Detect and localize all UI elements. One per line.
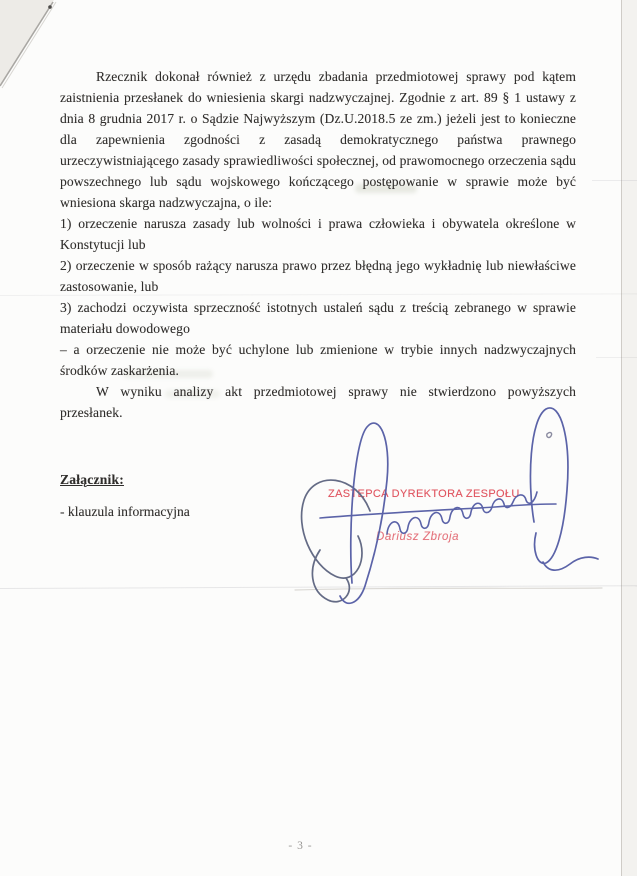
attachment-item: - klauzula informacyjna [60, 504, 190, 519]
list-item-1: 1) orzeczenie narusza zasady lub wolności i prawa człowieka i obywatela określone w Konstytucji lub [60, 216, 576, 252]
stamp-title: ZASTĘPCA DYREKTORA ZESPOŁU [328, 488, 520, 500]
page-number: - 3 - [288, 840, 313, 852]
signature-stroke-strike [320, 504, 556, 518]
paragraph-legal-basis: Rzecznik dokonał również z urzędu zbadania przedmiotowej sprawy pod kątem zaistnienia przesłanek do wniesienia skargi nadzwyczajnej. Zgodnie z art. 89 § 1 ustawy z dnia 8 grudnia 2017 r. o Sądzie Najwyższym (Dz.U.2018.5 ze zm.) jeżeli jest to konieczne dla zapewnienia zgodności z zasadą demokratycznego państwa prawnego urzeczywistniającego zasady sprawiedliwości społecznej, od prawomocnego orzeczenia sądu powszechnego lub sądu wojskowego kończącego postępowanie w sprawie może być wniesiona skarga nadzwyczajna, o ile: [60, 69, 576, 210]
paragraph-conclusion: W wyniku analizy akt przedmiotowej sprawy nie stwierdzono powyższych przesłanek. [60, 384, 576, 420]
stamp-signer-name: Dariusz Zbroja [376, 531, 460, 543]
crease-line [596, 357, 637, 358]
signature-ink [290, 400, 637, 615]
document-body [60, 66, 576, 423]
signature-stroke-zigzag [387, 492, 537, 534]
crease-line [592, 180, 637, 181]
signature-stroke-left-loop [302, 480, 370, 602]
signature-underline-crease [295, 588, 602, 590]
signature-stroke-right-oval [530, 408, 598, 570]
dash-clause: – a orzeczenie nie może być uchylone lub zmienione w trybie innych nadzwyczajnych środków zaskarżenia. [60, 342, 576, 378]
fold-dot [48, 5, 52, 9]
attachment-heading: Załącznik: [60, 472, 124, 487]
list-item-3: 3) zachodzi oczywista sprzeczność istotnych ustaleń sądu z treścią zebranego w sprawie materiału dowodowego [60, 300, 576, 336]
signature-pen-mark [547, 433, 552, 438]
list-item-2: 2) orzeczenie w sposób rażący narusza prawo przez błędną jego wykładnię lub niewłaściwe zastosowanie, lub [60, 258, 576, 294]
